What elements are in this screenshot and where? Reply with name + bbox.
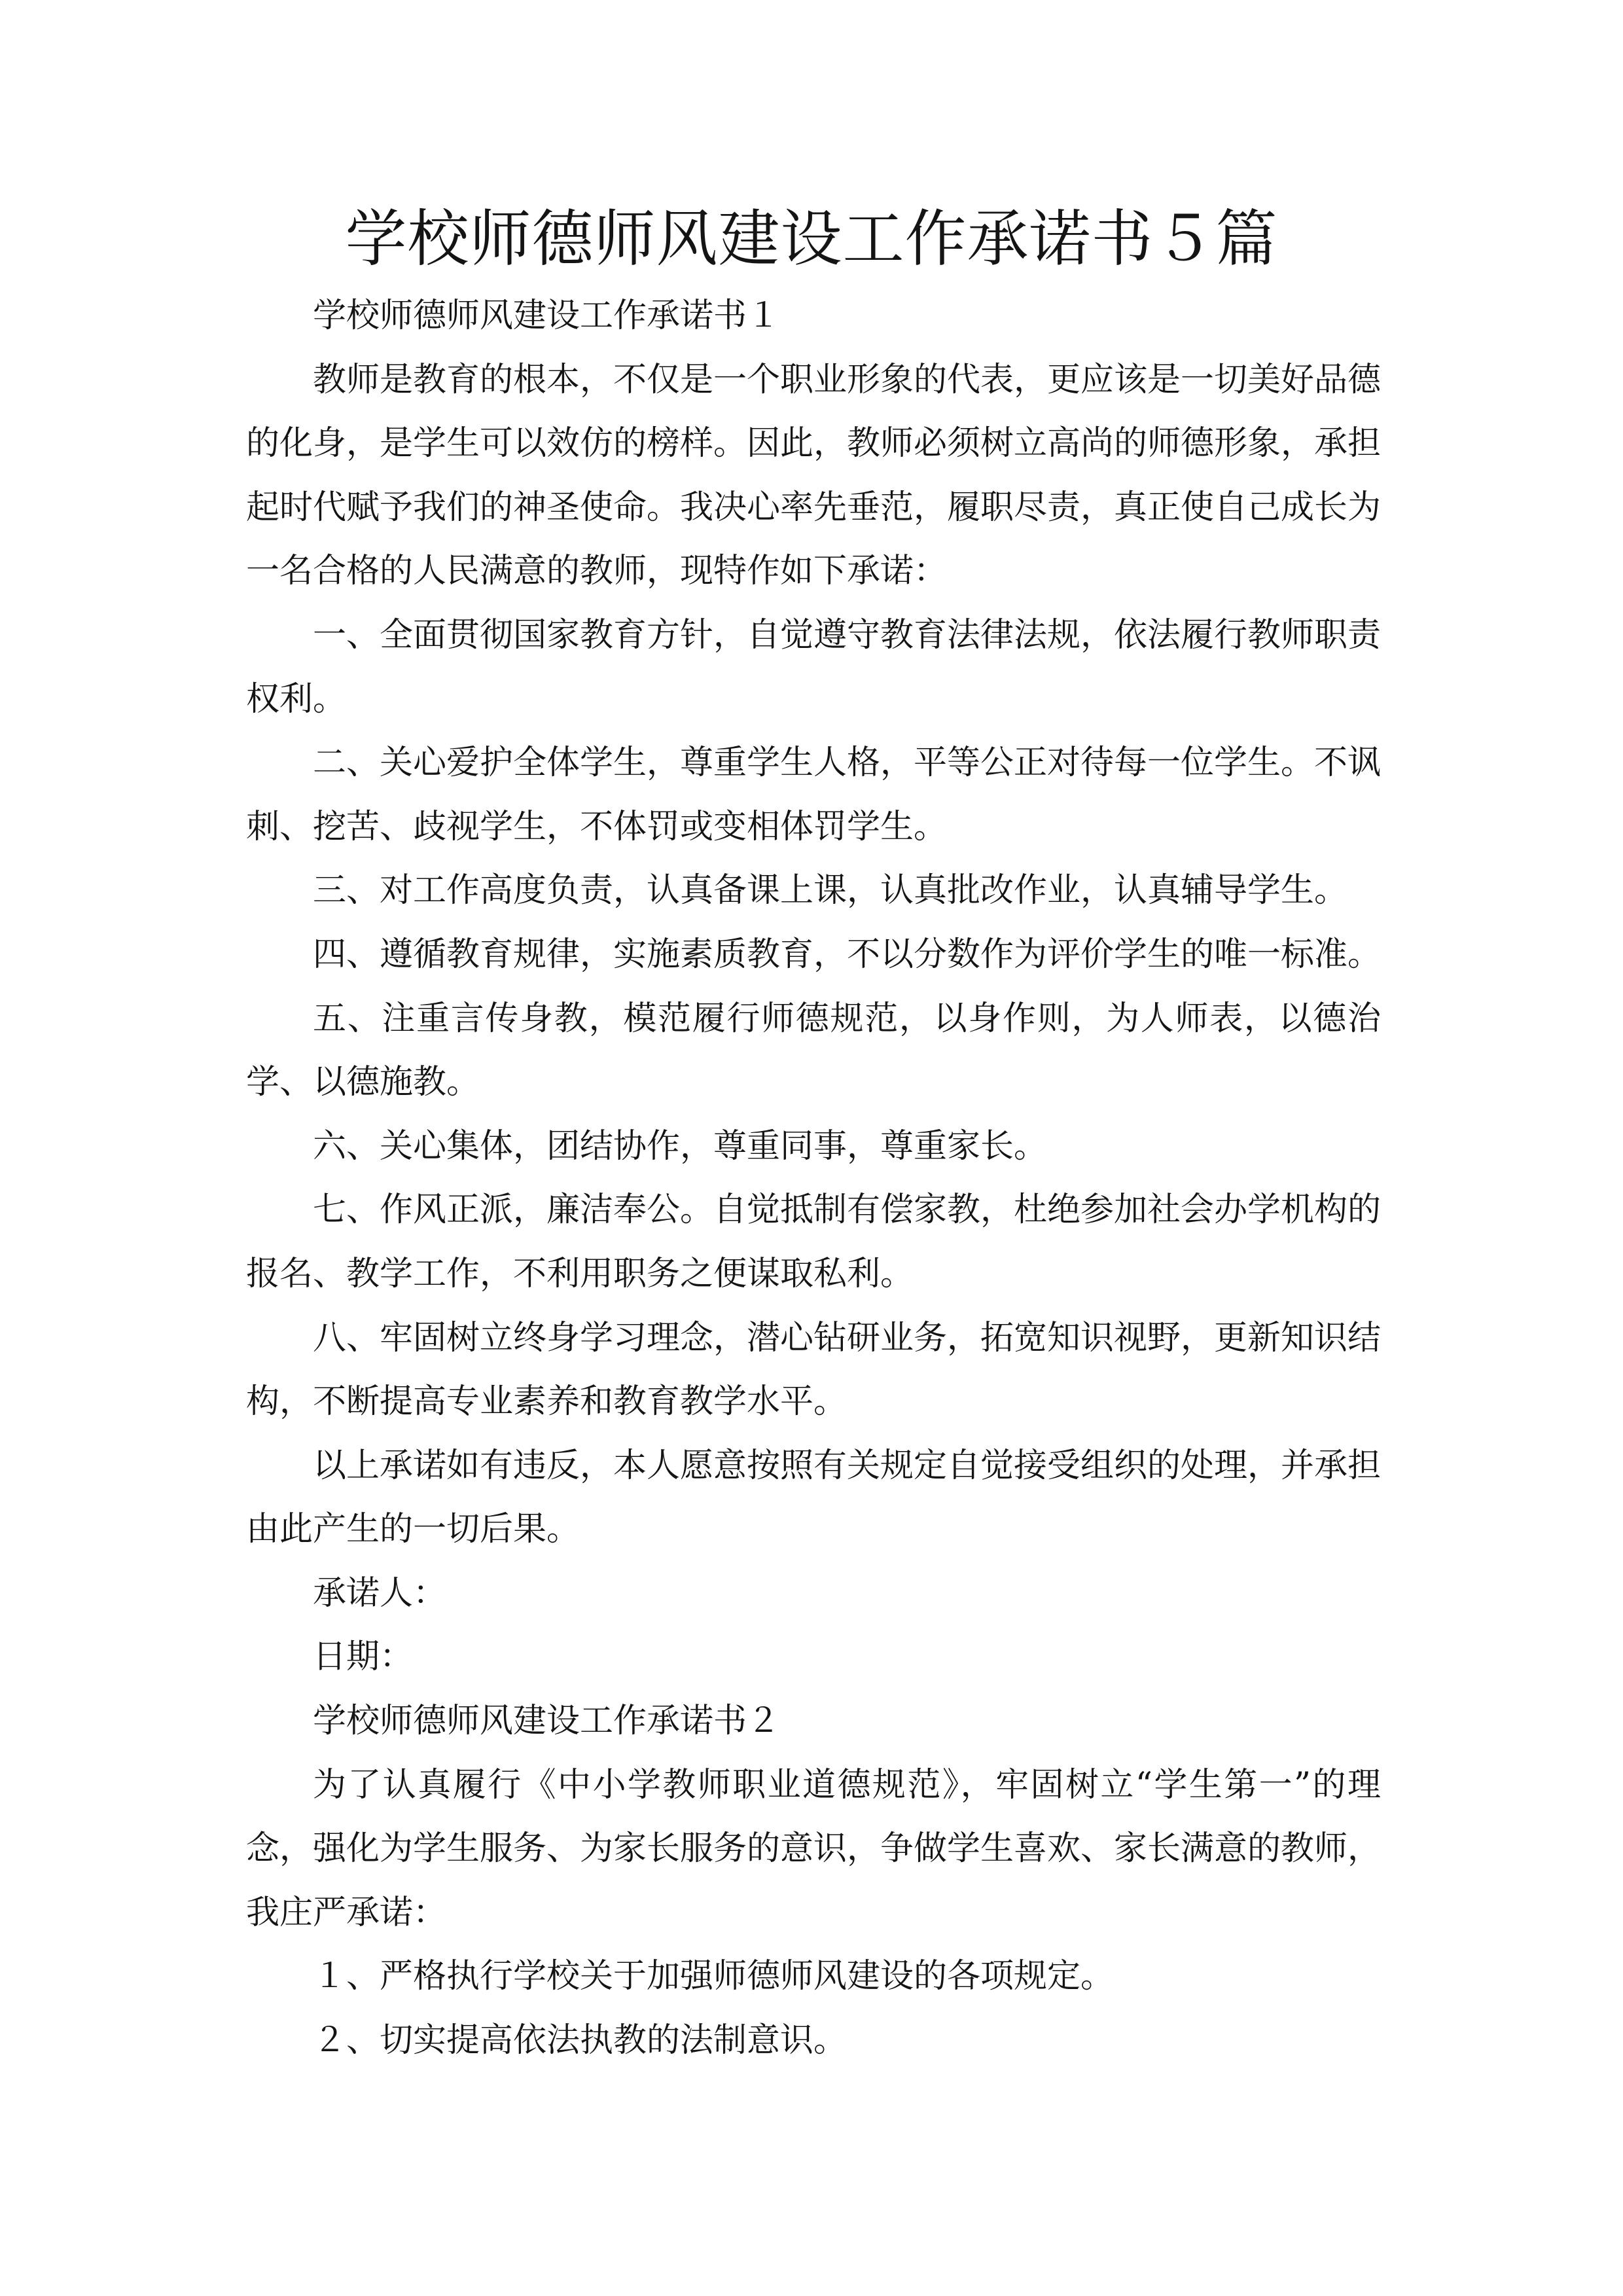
- commitment-item-1: 一、全面贯彻国家教育方针，自觉遵守教育法律法规，依法履行教师职责权利。: [246, 615, 1382, 719]
- commitment-item-7: 七、作风正派，廉洁奉公。自觉抵制有偿家教，杜绝参加社会办学机构的报名、教学工作，不利用职务之便谋取私利。: [246, 1191, 1382, 1293]
- pledge-item-1: １、严格执行学校关于加强师德师风建设的各项规定。: [313, 1957, 1115, 1996]
- commitment-item-3: 三、对工作高度负责，认真备课上课，认真批改作业，认真辅导学生。: [313, 871, 1348, 910]
- section-heading-1: 学校师德师风建设工作承诺书１: [313, 296, 781, 335]
- document-body: [246, 284, 1381, 2073]
- intro-paragraph-2: 为了认真履行《中小学教师职业道德规范》，牢固树立“学生第一”的理念，强化为学生服务、为家长服务的意识，争做学生喜欢、家长满意的教师，我庄严承诺：: [246, 1765, 1382, 1932]
- commitment-item-4: 四、遵循教育规律，实施素质教育，不以分数作为评价学生的唯一标准。: [313, 935, 1382, 974]
- commitment-item-8: 八、牢固树立终身学习理念，潜心钻研业务，拓宽知识视野，更新知识结构，不断提高专业素养和教育教学水平。: [246, 1318, 1382, 1422]
- section-heading-2: 学校师德师风建设工作承诺书２: [313, 1702, 781, 1741]
- signer-label: 承诺人：: [313, 1573, 447, 1613]
- commitment-item-2: 二、关心爱护全体学生，尊重学生人格，平等公正对待每一位学生。不讽刺、挖苦、歧视学生，不体罚或变相体罚学生。: [246, 744, 1382, 846]
- closing-statement: 以上承诺如有违反，本人愿意按照有关规定自觉接受组织的处理，并承担由此产生的一切后果。: [246, 1446, 1382, 1549]
- intro-paragraph-1: 教师是教育的根本，不仅是一个职业形象的代表，更应该是一切美好品德的化身，是学生可以效仿的榜样。因此，教师必须树立高尚的师德形象，承担起时代赋予我们的神圣使命。我决心率先垂范，履职尽责，真正使自己成长为一名合格的人民满意的教师，现特作如下承诺：: [246, 360, 1382, 591]
- date-label: 日期：: [313, 1638, 414, 1677]
- commitment-item-6: 六、关心集体，团结协作，尊重同事，尊重家长。: [313, 1126, 1048, 1166]
- document-title: 学校师德师风建设工作承诺书５篇: [345, 204, 1278, 275]
- commitment-item-5: 五、注重言传身教，模范履行师德规范，以身作则，为人师表，以德治学、以德施教。: [246, 999, 1381, 1102]
- pledge-item-2: ２、切实提高依法执教的法制意识。: [313, 2021, 847, 2060]
